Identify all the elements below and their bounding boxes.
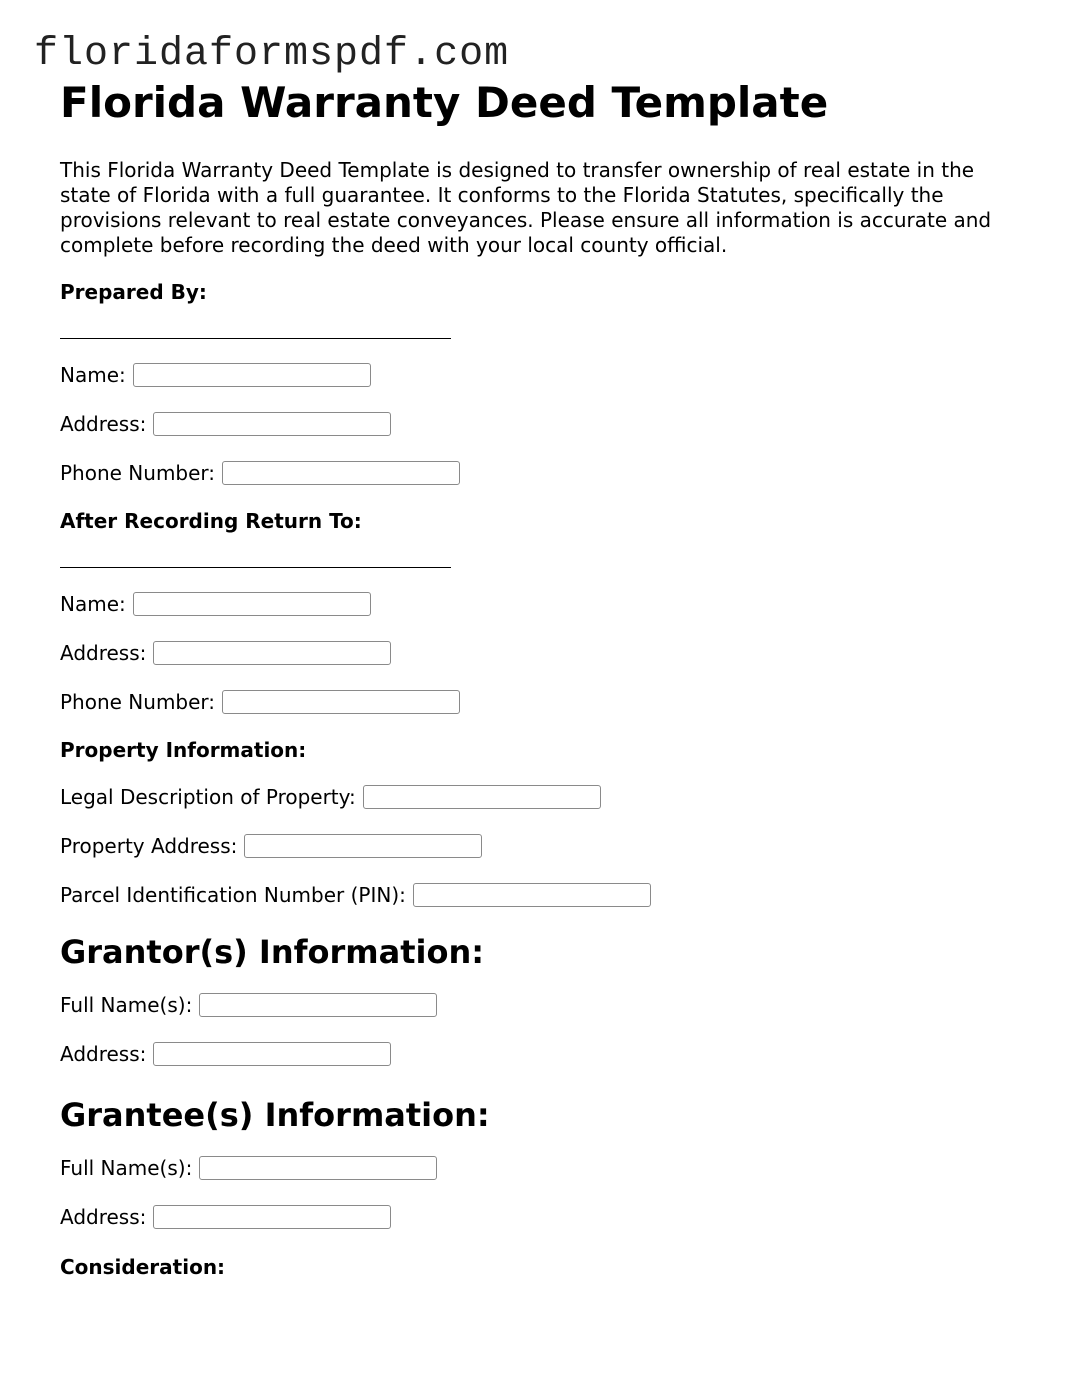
- return-to-phone-input[interactable]: [222, 690, 460, 714]
- page-title: Florida Warranty Deed Template: [60, 78, 829, 127]
- return-to-name-label: Name:: [60, 592, 126, 616]
- deed-form: [60, 78, 1020, 1279]
- property-address-row: [60, 832, 1020, 860]
- grantor-names-input[interactable]: [199, 993, 437, 1017]
- prepared-by-name-row: [60, 361, 1020, 389]
- site-watermark: floridaformspdf.com: [34, 32, 510, 77]
- return-to-phone-row: [60, 688, 1020, 716]
- return-to-address-input[interactable]: [153, 641, 391, 665]
- grantee-address-row: [60, 1203, 1020, 1231]
- legal-description-label: Legal Description of Property:: [60, 785, 356, 809]
- prepared-by-phone-label: Phone Number:: [60, 461, 216, 485]
- grantee-names-input[interactable]: [199, 1156, 437, 1180]
- parcel-id-label: Parcel Identification Number (PIN):: [60, 883, 406, 907]
- intro-paragraph: This Florida Warranty Deed Template is designed to transfer ownership of real estate in the state of Florida with a full guarantee. It conforms to the Florida Statutes, specifically the provisions relevant to real estate conveyances. Please ensure all information is accurate and complete before recording the deed with your local county official.: [60, 158, 992, 257]
- return-to-address-label: Address:: [60, 641, 147, 665]
- prepared-by-name-input[interactable]: [133, 363, 371, 387]
- grantor-address-input[interactable]: [153, 1042, 391, 1066]
- grantee-names-row: [60, 1154, 1020, 1182]
- property-heading: Property Information:: [60, 738, 307, 762]
- prepared-by-address-row: [60, 410, 1020, 438]
- prepared-by-heading: Prepared By:: [60, 280, 207, 304]
- grantee-names-label: Full Name(s):: [60, 1156, 193, 1180]
- legal-description-input[interactable]: [363, 785, 601, 809]
- return-to-name-row: [60, 590, 1020, 618]
- prepared-by-name-label: Name:: [60, 363, 126, 387]
- consideration-heading: Consideration:: [60, 1255, 226, 1279]
- prepared-by-phone-input[interactable]: [222, 461, 460, 485]
- grantee-address-input[interactable]: [153, 1205, 391, 1229]
- prepared-by-phone-row: [60, 459, 1020, 487]
- return-to-name-input[interactable]: [133, 592, 371, 616]
- return-to-phone-label: Phone Number:: [60, 690, 216, 714]
- return-to-signature-line: [60, 567, 451, 568]
- prepared-by-address-input[interactable]: [153, 412, 391, 436]
- return-to-heading: After Recording Return To:: [60, 509, 362, 533]
- parcel-id-input[interactable]: [413, 883, 651, 907]
- grantor-names-label: Full Name(s):: [60, 993, 193, 1017]
- grantor-heading: Grantor(s) Information:: [60, 933, 485, 971]
- return-to-address-row: [60, 639, 1020, 667]
- parcel-id-row: [60, 881, 1020, 909]
- grantor-address-label: Address:: [60, 1042, 147, 1066]
- legal-description-row: [60, 783, 1020, 811]
- property-address-input[interactable]: [244, 834, 482, 858]
- grantor-names-row: [60, 991, 1020, 1019]
- prepared-by-address-label: Address:: [60, 412, 147, 436]
- grantee-heading: Grantee(s) Information:: [60, 1096, 490, 1134]
- grantee-address-label: Address:: [60, 1205, 147, 1229]
- prepared-by-signature-line: [60, 338, 451, 339]
- grantor-address-row: [60, 1040, 1020, 1068]
- property-address-label: Property Address:: [60, 834, 238, 858]
